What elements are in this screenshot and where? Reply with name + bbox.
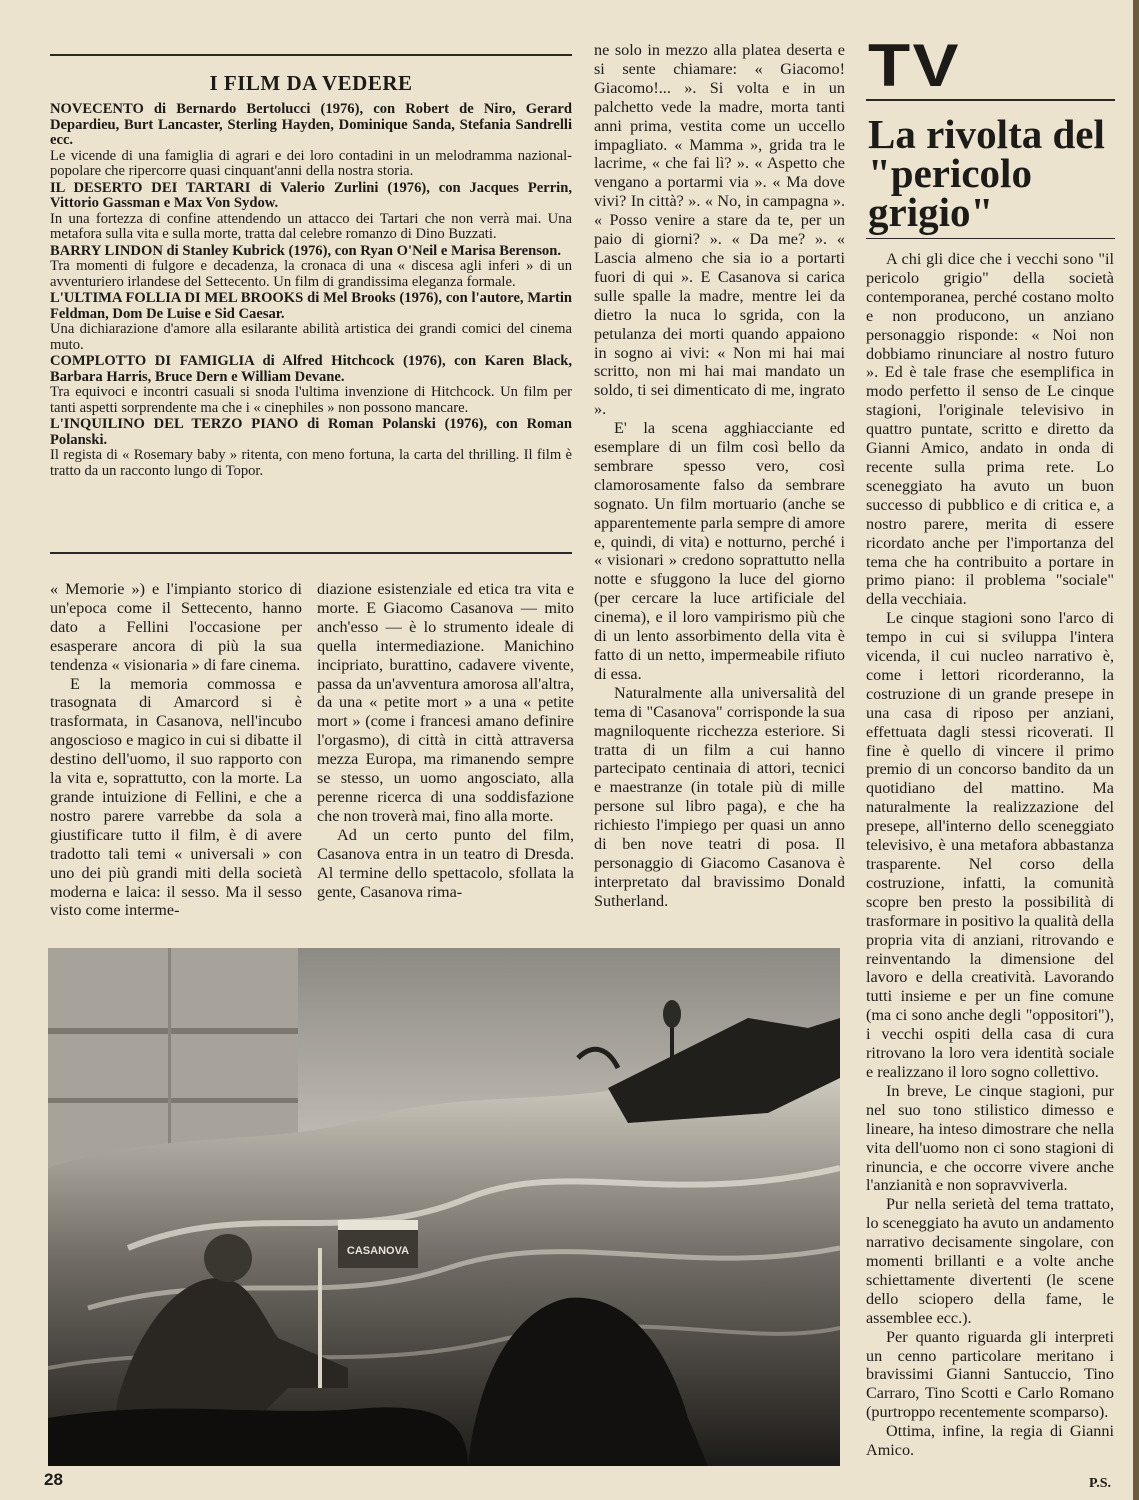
film-entry: [50, 181, 572, 243]
tv-article-column: [866, 250, 1114, 1460]
article-paragraph: A chi gli dice che i vecchi sono "il pericolo grigio" della società contemporanea, perché costano molto e non producono, un anziano personaggio risponde: « Noi non dobbiamo rinunciare al nostro futuro ». Ed è tale frase che esemplifica in modo perfetto il senso de Le cinque stagioni, l'originale televisivo in quattro puntate, scritto e diretto da Gianni Amico, andato in onda di recente sulla prima rete. Lo sceneggiato ha avuto un buon successo di pubblico e di critica e, a nostro parere, merita di essere ricordato anche per l'importanza del tema che ha contribuito a portare in primo piano: il problema "sociale" della vecchiaia.: [866, 250, 1114, 609]
film-entry: [50, 354, 572, 416]
film-entry: [50, 291, 572, 353]
film-box-heading: I FILM DA VEDERE: [209, 71, 413, 95]
clapperboard-text: CASANOVA: [346, 1245, 410, 1257]
article-paragraph: Ottima, infine, la regia di Gianni Amico.: [866, 1422, 1114, 1460]
article-column-2: [317, 580, 574, 901]
tv-section-logo: TV: [868, 32, 961, 99]
article-paragraph: Ad un certo punto del film, Casanova entra in un teatro di Dresda. Al termine dello spettacolo, sfollata la gente, Casanova rima-: [317, 825, 574, 901]
film-entry: [50, 244, 572, 291]
film-title: BARRY LINDON di Stanley Kubrick (1976), con Ryan O'Neil e Marisa Berenson.: [50, 242, 561, 259]
film-description: Il regista di « Rosemary baby » ritenta, con meno fortuna, la carta del thrilling. Il film è tratto da un racconto lungo di Topor.: [50, 447, 572, 479]
film-description: Tra momenti di fulgore e decadenza, la cronaca di una « discesa agli inferi » di un avventuriero irlandese del Settecento. Un film di grandissima eleganza formale.: [50, 258, 572, 290]
article-paragraph: Naturalmente alla universalità del tema di "Casanova" corrisponde la sua magniloquente ricchezza esteriore. Si tratta di un film a cui hanno partecipato centinaia di attori, tecnici e maestranze (in totale più di mille persone sul libro paga), e che ha richiesto l'impiego per quasi un anno di ben nove teatri di posa. Il personaggio di Giacomo Casanova è interpretato dal bravissimo Donald Sutherland.: [594, 683, 845, 910]
article-paragraph: Per quanto riguarda gli interpreti un cenno particolare meritano i bravissimi Gianni Santuccio, Tino Carraro, Tino Scotti e Carlo Romano (purtroppo recentemente scomparso).: [866, 1327, 1114, 1422]
article-column-1: [50, 580, 302, 920]
film-entry: [50, 417, 572, 479]
film-description: Tra equivoci e incontri casuali si snoda l'ultima invenzione di Hitchcock. Un film per tanti aspetti sorprendente ma che i « cinephiles » non possono mancare.: [50, 384, 572, 416]
film-title: NOVECENTO di Bernardo Bertolucci (1976), con Robert de Niro, Gerard Depardieu, Burt Lancaster, Sterling Hayden, Dominique Sanda, Stefania Sandrelli ecc.: [50, 101, 572, 148]
page-edge: [1133, 0, 1139, 1500]
film-title: L'ULTIMA FOLLIA DI MEL BROOKS di Mel Brooks (1976), con l'autore, Martin Feldman, Dom De Luise e Sid Caesar.: [50, 290, 572, 322]
author-signature: P.S.: [1088, 1476, 1111, 1491]
film-description: Una dichiarazione d'amore alla esilarante abilità artistica dei grandi comici del cinema muto.: [50, 321, 572, 353]
film-set-photo: [48, 948, 840, 1466]
article-paragraph: E' la scena agghiacciante ed esemplare di un film così bello da sembrare spesso vero, così clamorosamente falso da sembrare sognato. Un film mortuario (anche se apparentemente parla sempre di amore e, quindi, di vita) e notturno, perché i « visionari » credono soprattutto nella notte e sfuggono la luce del giorno (per cercare la luce artificiale del cinema), e il loro vampirismo più che di un lento assorbimento della vita è fatto di un netto, impermeabile rifiuto di essa.: [594, 419, 845, 683]
article-paragraph: ne solo in mezzo alla platea deserta e si sente chiamare: « Giacomo! Giacomo!... ». Si volta e in un palchetto vede la madre, morta tanti anni prima, vestita come un uccello impagliato. « Mamma », grida tra le lacrime, « che fai lì? ». « Aspetto che vengano a portarmi via ». « Ma dove vivi? In città? ». « No, in campagna ». « Posso venire a stare da te, per un paio di giorni? ». « Da me? ». « Lascia almeno che sia io a portarti fuori di qui ». E Casanova si carica sulle spalle la madre, mentre lei da dietro la nuca lo sgrida, con la petulanza dei morti quando appaiono in sogno ai vivi: « Non mi hai mai scritto, non mi hai mai mandato un soldo, ti sei dimenticato di me, ingrato ».: [594, 41, 845, 419]
film-description: Le vicende di una famiglia di agrari e dei loro contadini in un melodramma nazional-popolare che ripercorre quasi cinquant'anni della nostra storia.: [50, 147, 572, 179]
article-column-3: [594, 41, 845, 911]
article-paragraph: « Memorie ») e l'impianto storico di un'epoca come il Settecento, hanno dato a Fellini l'occasione per esasperare ancora di più la sua tendenza « visionaria » di fare cinema.: [50, 580, 302, 674]
tv-article-title: La rivolta del "pericolo grigio": [868, 111, 1105, 235]
photo-illustration: [48, 948, 840, 1466]
film-recommendations-box: [50, 55, 572, 480]
film-title: IL DESERTO DEI TARTARI di Valerio Zurlini (1976), con Jacques Perrin, Vittorio Gassman e Max Von Sydow.: [50, 179, 572, 211]
article-paragraph: diazione esistenziale ed etica tra vita e morte. E Giacomo Casanova — mito anch'esso — è lo strumento ideale di quella intermediazione. Manichino incipriato, burattino, cadavere vivente, passa da un'avventura amorosa all'altra, da una « petite mort » a una « petite mort » (come i francesi amano definire l'orgasmo), di città in città attraversa mezza Europa, ma rimanendo sempre se stesso, un uomo angosciato, alla perenne ricerca di una soddisfazione che non troverà mai, fino alla morte.: [317, 580, 574, 825]
article-paragraph: E la memoria commossa e trasognata di Amarcord si è trasformata, in Casanova, nell'incubo angoscioso e magico in cui si dibatte il destino dell'uomo, il suo rapporto con la vita e, soprattutto, con la morte. La grande intuizione di Fellini, e che a nostro parere varrebbe da sola a giustificare tutto il film, è di avere tradotto tali temi « universali » con uno dei più grandi miti della società moderna e laica: il sesso. Ma il sesso visto come interme-: [50, 674, 302, 920]
article-paragraph: Le cinque stagioni sono l'arco di tempo in cui si sviluppa l'intera vicenda, il cui nucleo narrativo è, come i lettori ricorderanno, la costruzione di un grande presepe in una casa di riposo per anziani, effettuata dagli stessi ricoverati. Il fine è quello di vincere il primo premio di un concorso bandito da un quotidiano del mattino. Ma naturalmente la realizzazione del presepe, all'interno dello sceneggiato televisivo, è una metafora abbastanza trasparente. Nel corso della costruzione, infatti, la comunità scopre ben presto la possibilità di trasformare in positivo la qualità della propria vita di anziani, ritrovando e reinventando la dimensione del lavoro e della creatività. Lavorando tutti insieme e per un fine comune (ma ci sono anche degli "oppositori"), i vecchi ospiti della casa di cura ritrovano la loro vera identità sociale e realizzano il loro sogno collettivo.: [866, 609, 1114, 1081]
film-title: COMPLOTTO DI FAMIGLIA di Alfred Hitchcock (1976), con Karen Black, Barbara Harris, Bruce Dern e William Devane.: [50, 353, 572, 385]
film-description: In una fortezza di confine attendendo un attacco dei Tartari che non verrà mai. Una metafora sulla vita e sulla morte, tratta dal celebre romanzo di Dino Buzzati.: [50, 210, 572, 242]
page-number: 28: [44, 1470, 63, 1489]
article-paragraph: Pur nella serietà del tema trattato, lo sceneggiato ha avuto un andamento narrativo decisamente singolare, con momenti brillanti e a volte anche schiettamente divertenti (le scene dello sciopero della fame, le assemblee ecc.).: [866, 1195, 1114, 1327]
film-entry: [50, 102, 572, 180]
film-title: L'INQUILINO DEL TERZO PIANO di Roman Polanski (1976), con Roman Polanski.: [50, 416, 572, 448]
article-paragraph: In breve, Le cinque stagioni, pur nel suo tono stilistico dimesso e lineare, ha inteso dimostrare che nella vita dell'uomo non ci sono stagioni di rinuncia, e che occorre vivere anche l'anzianità e non sopravviverla.: [866, 1081, 1114, 1195]
